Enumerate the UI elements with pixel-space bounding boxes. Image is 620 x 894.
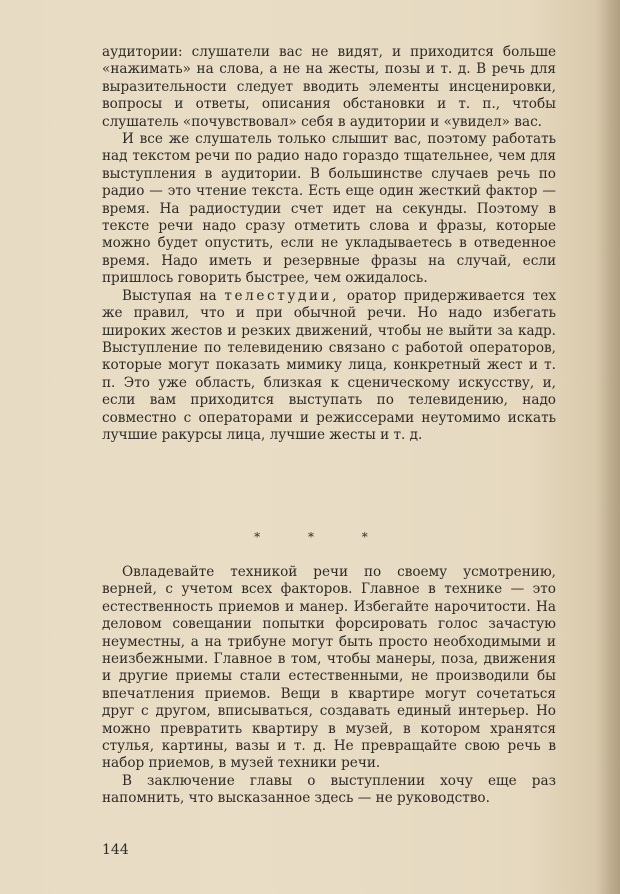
section-separator: * * * bbox=[254, 530, 390, 544]
paragraph-radio-continuation: аудитории: слушатели вас не видят, и приходится больше «нажимать» на слова, а не на жесты, позы и т. д. В речь для выразительности следует вводить элементы инсценировки, вопросы и ответы, описания обстановки и т. п., чтобы слушатель «почувствовал» себя в аудитории и «увидел» вас. bbox=[102, 44, 556, 130]
paragraph-speech-technique: Овладевайте техникой речи по своему усмотрению, верней, с учетом всех факторов. Главное в технике — это естественность приемов и манер. Избегайте нарочитости. На деловом совещании попытки форсировать голос зачастую неуместны, а на трибуне могут быть просто необходимыми и неизбежными. Главное в том, чтобы манеры, поза, движения и другие приемы стали естественными, не производили бы впечатления приемов. Вещи в квартире могут сочетаться друг с другом, вписываться, создавать единый интерьер. Но можно превратить квартиру в музей, в котором хранятся стулья, картины, вазы и т. д. Не превращайте свою речь в набор приемов, в музей техники речи. bbox=[102, 564, 556, 772]
text-section-bottom bbox=[102, 564, 556, 808]
page-number: 144 bbox=[102, 842, 129, 858]
paragraph-television bbox=[102, 288, 556, 445]
tv-body-text: оратор придерживается тех же правил, что и при обычной речи. Но надо избегать широких жестов и резких движений, чтобы не выйти за кадр. Выступление по телевидению связано с работой операторов, которые могут показать мимику лица, конкретный жест и т. п. Это уже область, близкая к сценическому искусству, и, если вам приходится выступать по телевидению, надо совместно с операторами и режиссерами неутомимо искать лучшие ракурсы лица, лучшие жесты и т. д. bbox=[102, 287, 557, 443]
text-section-top bbox=[102, 44, 556, 444]
tv-lead-text: Выступая на bbox=[122, 287, 217, 304]
paragraph-radio-script: И все же слушатель только слышит вас, поэтому работать над текстом речи по радио надо гораздо тщательнее, чем для выступления в аудитории. В большинстве случаев речь по радио — это чтение текста. Есть еще один жесткий фактор — время. На радиостудии счет идет на секунды. Поэтому в тексте речи надо сразу отметить слова и фразы, которые можно будет опустить, если не укладываетесь в отведенное время. Надо иметь и резервные фразы на случай, если пришлось говорить быстрее, чем ожидалось. bbox=[102, 131, 556, 287]
tv-spaced-word: телестудии, bbox=[224, 287, 340, 304]
paragraph-conclusion: В заключение главы о выступлении хочу еще раз напомнить, что высказанное здесь — не руководство. bbox=[102, 772, 556, 807]
